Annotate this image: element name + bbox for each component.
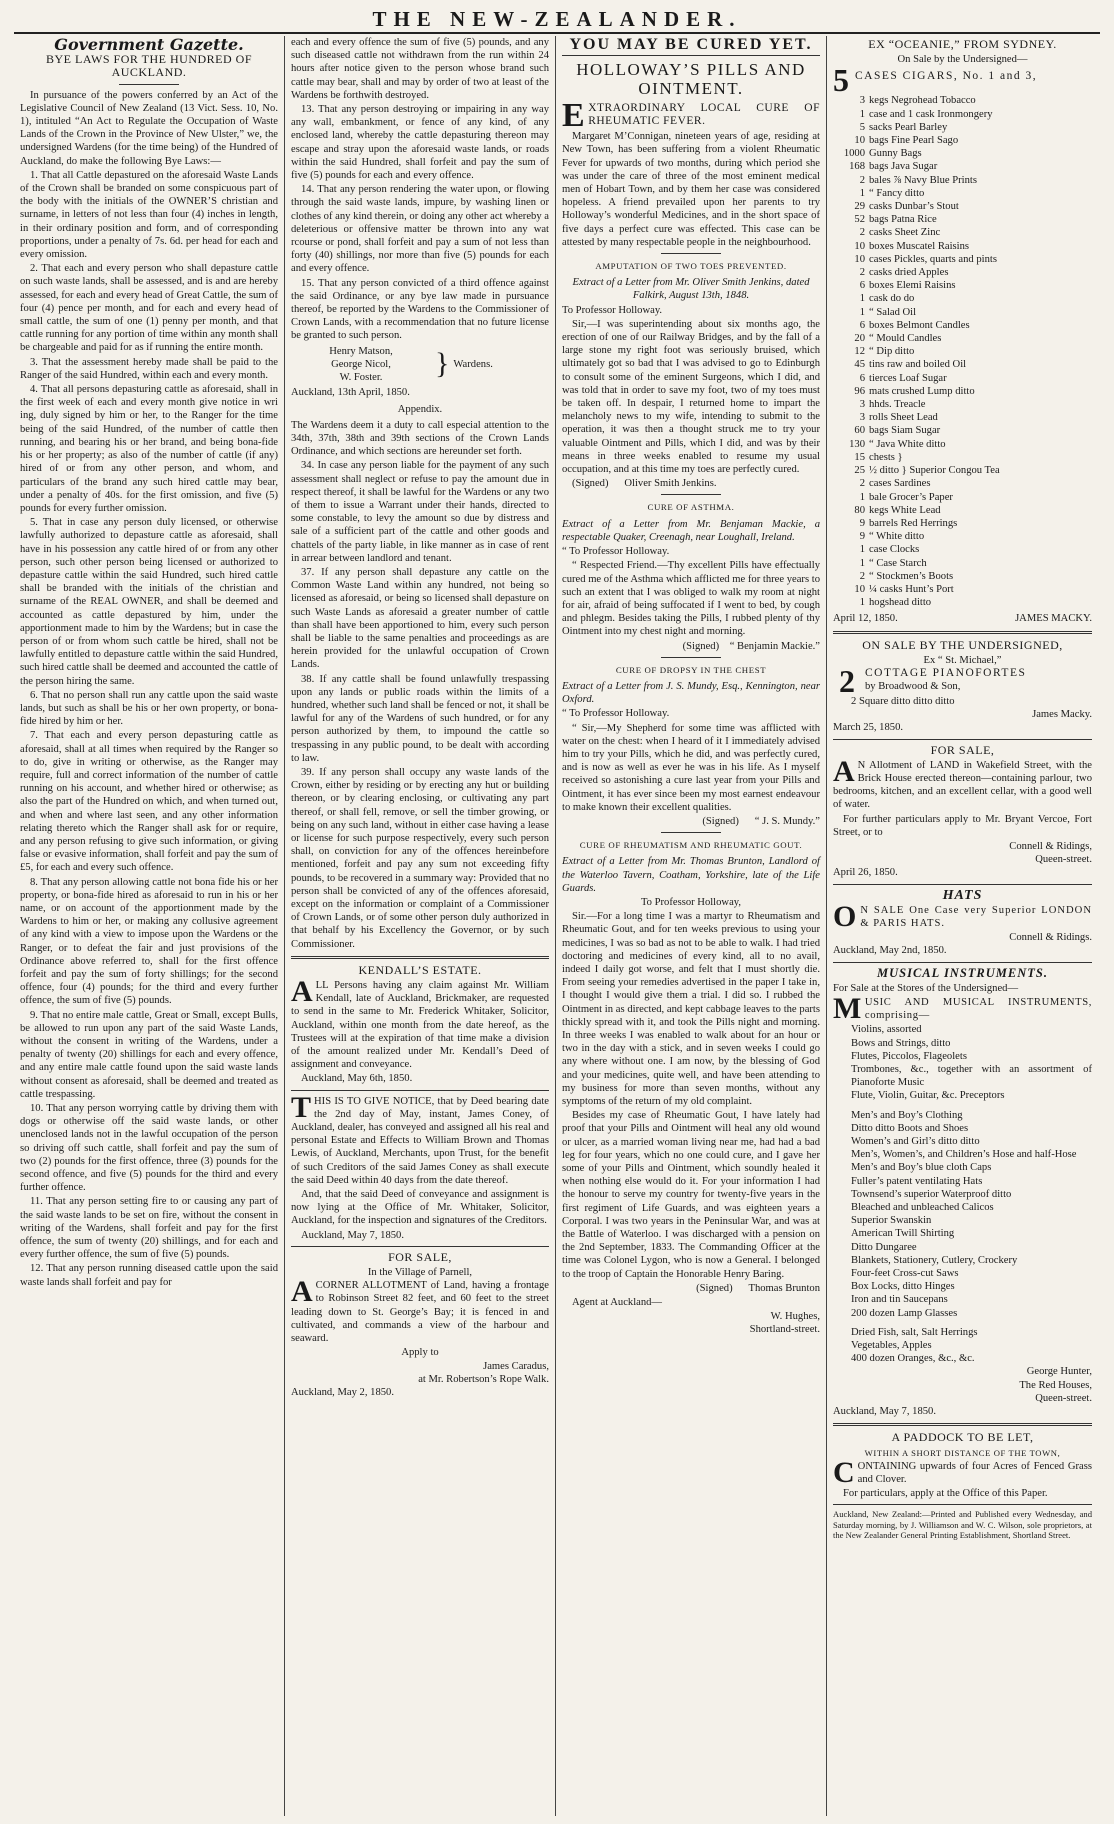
goods-desc: “ Dip ditto — [869, 346, 915, 358]
goods-qty: 2 — [859, 227, 865, 239]
goods-qty: 52 — [854, 214, 865, 226]
cigars-line: 5 CASES CIGARS, No. 1 and 3, — [833, 62, 1038, 99]
bye-laws-list-cont — [291, 103, 549, 343]
music-item: Box Locks, ditto Hinges — [851, 1281, 955, 1293]
goods-item — [833, 253, 1092, 266]
goods-qty: 2 — [859, 174, 865, 186]
goods-qty: 1 — [859, 491, 865, 503]
goods-desc: “ Mould Candles — [869, 333, 942, 345]
music-item: Dried Fish, salt, Salt Herrings — [851, 1326, 978, 1338]
imprint: Auckland, New Zealand:—Printed and Published every Wednesday, and Saturday morning, by J. Williamson and W. C. Wilson, sole proprietors, at the New Zealander General Printing Establishment, Shortland Street. — [833, 1509, 1092, 1541]
goods-desc: boxes Muscatel Raisins — [869, 240, 970, 252]
holloway-headline: YOU MAY BE CURED YET. — [569, 36, 813, 53]
music-item: 200 dozen Lamp Glasses — [851, 1307, 958, 1319]
big-numeral: 2 — [839, 662, 855, 699]
kendall-heading: KENDALL’S ESTATE. — [358, 962, 482, 977]
music-item: Iron and tin Saucepans — [851, 1294, 948, 1306]
drop-cap: M — [833, 992, 862, 1025]
signature: (Signed) “ J. S. Mundy.” — [702, 815, 820, 827]
column-4 — [827, 36, 1098, 1816]
bye-law: 4. That all persons depasturing cattle as aforesaid, shall in the first week of each and every month give notice in wri ing, duly signed by him or her, to the Ranger for the time being of the said Hundred, of the number of cattle then running, and bearing his or her brand, and being bona-fide his or her property; as also of the number of cattle (if any) hired of or from any other person, and whom, and particulars of the brand any such hired cattle may bear, under a penalty of 40s. for the first omission, and five (5) pounds for every further omission. — [20, 384, 278, 514]
goods-item — [833, 200, 1092, 213]
land-notice-2: For further particulars apply to Mr. Bryant Vercoe, Fort Street, or to — [833, 813, 1092, 838]
goods-desc: casks Dunbar’s Stout — [869, 201, 959, 213]
rheumatism-letter-2: Besides my case of Rheumatic Gout, I have lately had proof that your Pills and Ointment will heal any old wound or ulcer, as a married woman living near me, had had a bad leg for four years, which no one could cure, and I gave her some of your Pills and Ointment, which soundly healed it when nothing else would do it. For your information I had the honour to serve my country for twenty-five years in the first regiment of Life Guards, and was eighteen years a Corporal. I was two years in the Peninsular War, and was at the Battle of Waterloo. I was discharged with a pension on the 2nd September, 1833. The Commanding Officer at the time was Colonel Lygon, who is now a General. I belonged to the troop of Captain the Honorable Henry Baring. — [562, 1110, 820, 1280]
goods-item — [833, 174, 1092, 187]
bye-law: 14. That any person rendering the water upon, or flowing through the said waste lands, impure, by washing linen or clothes of any kind therein, or doing any other act whereby a deleterious or offensive matter be thrown into any wat rcourse or pond, shall forfeit and pay a sum of not less than forty (40) shillings, nor more than five (5) pounds for each and every offence. — [291, 184, 549, 275]
goods-item — [833, 160, 1092, 173]
macky-footer — [833, 612, 1092, 625]
bye-law: 6. That no person shall run any cattle upon the said waste lands, but such as shall be his or her own property, or bona-fide hired by him or her. — [20, 689, 278, 728]
divider — [833, 1504, 1092, 1505]
lead-heading: EXTRAORDINARY LOCAL CURE OF RHEUMATIC FEVER. — [562, 97, 820, 135]
paddock-notice: CONTAINING upwards of four Acres of Fenced Grass and Clover. — [833, 1455, 1092, 1489]
paddock-sub: WITHIN A SHORT DISTANCE OF THE TOWN, — [864, 1447, 1061, 1458]
big-numeral: 5 — [833, 62, 849, 99]
goods-desc: boxes Belmont Candles — [869, 319, 970, 331]
signature-address: Queen-street. — [1035, 854, 1092, 866]
paddock-notice-2: For particulars, apply at the Office of this Paper. — [843, 1488, 1048, 1500]
masthead: THE NEW-ZEALANDER. — [14, 6, 1100, 34]
bye-law: 15. That any person convicted of a third offence against the said Ordinance, or any bye law made in pursuance thereof, be reported by the Wardens to the Commissioner of Crown Lands, with a recommendation that no future license be granted to such person. — [291, 277, 549, 342]
date-line: Auckland, May 6th, 1850. — [301, 1073, 413, 1085]
music-item: Ditto Dungaree — [851, 1241, 917, 1253]
goods-item — [833, 358, 1092, 371]
goods-item — [833, 226, 1092, 239]
goods-item — [833, 279, 1092, 292]
goods-desc: kegs White Lead — [869, 504, 941, 516]
addressee: “ To Professor Holloway. — [562, 546, 670, 558]
music-heading: MUSICAL INSTRUMENTS. — [877, 965, 1048, 980]
goods-qty: 25 — [854, 465, 865, 477]
goods-desc: hogshead ditto — [869, 597, 932, 609]
date-line: March 25, 1850. — [833, 722, 904, 734]
goods-qty: 1 — [859, 293, 865, 305]
music-item: Bleached and unbleached Calicos — [851, 1202, 994, 1214]
goods-desc: sacks Pearl Barley — [869, 121, 948, 133]
goods-desc: casks dried Apples — [869, 267, 949, 279]
goods-qty: 130 — [849, 438, 865, 450]
signature-address: Queen-street. — [1035, 1392, 1092, 1404]
divider — [291, 956, 549, 959]
piano-heading: ON SALE BY THE UNDERSIGNED, — [862, 637, 1063, 652]
divider — [833, 1423, 1092, 1426]
goods-desc: rolls Sheet Lead — [869, 412, 938, 424]
divider — [661, 494, 721, 495]
goods-item — [833, 108, 1092, 121]
bye-law: 2. That each and every person who shall depasture cattle on such waste lands, shall be assessed, and is and are hereby assessed, for each and every head of Great Cattle, the sum of four (4) pence per month, and for each and every head of small cattle, the sum of one (1) penny per month, and that cattle running for any portion of time within any month shall be chargeable and paid for as if running the entire month. — [20, 263, 278, 354]
music-intro: For Sale at the Stores of the Undersigned— — [833, 982, 1019, 994]
date-line: Auckland, May 7, 1850. — [301, 1229, 404, 1241]
music-item: Trombones, &c., together with an assortment of Pianoforte Music — [851, 1064, 1092, 1089]
goods-list — [833, 94, 1092, 609]
goods-qty: 10 — [854, 253, 865, 265]
goods-item — [833, 557, 1092, 570]
music-item: Violins, assorted — [851, 1024, 922, 1036]
goods-item — [833, 424, 1092, 437]
goods-item — [833, 332, 1092, 345]
asthma-heading: CURE OF ASTHMA. — [647, 502, 735, 513]
goods-item — [833, 583, 1092, 596]
goods-desc: chests } — [869, 451, 903, 463]
goods-desc: tierces Loaf Sugar — [869, 372, 947, 384]
date-line: April 26, 1850. — [833, 867, 898, 879]
divider — [291, 1246, 549, 1247]
signature: James Macky. — [1032, 709, 1092, 721]
music-item: Flute, Violin, Guitar, &c. Preceptors — [851, 1090, 1005, 1102]
rheumatism-letter: Sir.—For a long time I was a martyr to Rheumatism and Rheumatic Gout, and for ten weeks previous to using your medicines, I was so bad as not to be able to walk. I had tried doctoring and medicines of every kind, all to no avail, indeed I daily got worse, and felt that I must shortly die. From seeing your remedies advertised in the paper I take in, I thought I would give them a trial. I did so. I rubbed the Ointment in as directed, and kept cabbage leaves to the parts thickly spread with it, and took the Pills night and morning. In three weeks I was enabled to walk about for an hour or two in the day with a stick, and in seven weeks I could go any where without one. I am now, by the blessing of God and your medicines, quite well, and have been attending to my business for more than seven months, without any symptoms of the return of my old complaint. — [562, 911, 820, 1108]
goods-desc: “ Fancy ditto — [869, 187, 925, 199]
asthma-extract: Extract of a Letter from Mr. Benjaman Mackie, a respectable Quaker, Creenagh, near Loughall, Ireland. — [562, 518, 820, 543]
goods-item — [833, 530, 1092, 543]
warden-name: W. Foster. — [339, 372, 383, 384]
drop-cap: A — [833, 754, 855, 788]
bye-laws-list — [20, 169, 278, 1289]
goods-item — [833, 504, 1092, 517]
goods-desc: bale Grocer’s Paper — [869, 491, 953, 503]
goods-qty: 6 — [859, 319, 865, 331]
goods-qty: 3 — [859, 399, 865, 411]
goods-qty: 1000 — [843, 148, 865, 160]
divider — [833, 962, 1092, 963]
oceanie-heading: EX “OCEANIE,” FROM SYDNEY. — [868, 37, 1057, 51]
goods-desc: bags Fine Pearl Sago — [869, 135, 959, 147]
goods-qty: 15 — [854, 451, 865, 463]
goods-item — [833, 517, 1092, 530]
goods-desc: case and 1 cask Ironmongery — [869, 108, 993, 120]
goods-qty: 9 — [859, 531, 865, 543]
piano-ex: Ex “ St. Michael,” — [923, 654, 1002, 666]
goods-desc: cases Sardines — [869, 478, 931, 490]
goods-item — [833, 266, 1092, 279]
bye-law: 1. That all Cattle depastured on the aforesaid Waste Lands of the Crown shall be branded on some conspicuous part of the body with the initials of the OWNER’S christian and surname, in letters of not less than four (4) inches in length, in their ordinary position and form, and of corresponding proportions, under a penalty of 7s. 6d. per head for each and every omission. — [20, 169, 278, 261]
music-item: Flutes, Piccolos, Flageolets — [851, 1050, 967, 1062]
bye-law: 11. That any person setting fire to or causing any part of the said waste lands to be set on fire, without the consent in writing of the Wardens, shall forfeit and pay for the first offence, the sum of twenty (20) shillings, and for each and every further offence, the sum of five (5) pounds. — [20, 1196, 278, 1261]
goods-desc: kegs Negrohead Tobacco — [869, 95, 976, 107]
goods-item — [833, 464, 1092, 477]
music-item: Ditto ditto Boots and Shoes — [851, 1122, 969, 1134]
column-2 — [285, 36, 556, 1816]
music-item: Women’s and Girl’s ditto ditto — [851, 1136, 980, 1148]
goods-desc: bales ⅞ Navy Blue Prints — [869, 174, 977, 186]
goods-desc: barrels Red Herrings — [869, 517, 958, 529]
goods-desc: casks Sheet Zinc — [869, 227, 941, 239]
agent-address: Shortland-street. — [749, 1324, 820, 1336]
date-line: Auckland, May 2nd, 1850. — [833, 945, 947, 957]
asthma-letter: “ Respected Friend.—Thy excellent Pills have effectually cured me of the Asthma which afflicted me for three years to such an extent that I was obliged to walk my room at night for air, afraid of being suffocated if I went to bed, by cough and phlegm. Besides taking the Pills, I rubbed plenty of thy Ointment into my chest night and morning. — [562, 560, 820, 638]
case-rheumatic-fever: Margaret M’Connigan, nineteen years of age, residing at New Town, has been suffering from a violent Rheumatic Fever for upwards of two months, during which period she was under the care of three of the most eminent medical men of Hobart Town, and by them her case was considered hopeless. A friend prevailed upon her parents to try Holloway’s wonderful Medicines, and in the short space of five days a perfect cure was effected. This case can be attested by many respectable people in the neighbourhood. — [562, 131, 820, 248]
wardens-signature — [291, 345, 549, 385]
signature: JAMES MACKY. — [1015, 613, 1092, 625]
drop-cap: E — [562, 97, 586, 135]
drop-cap: A — [291, 1275, 313, 1309]
amputation-letter: Sir,—I was superintending about six months ago, the erection of one of our Railway Bridges, and by the fall of a large stone my right foot was seriously bruised, which ultimately got so bad that I was advised to go to Edinburgh to consult some of the eminent Surgeons, which I did, and was told that in order to save my foot, two of my toes must be taken off. In despair, I returned home to impart the melancholy news to my wife, intending to submit to the operation, it was then a thought struck me to try your valuable Ointment and Pills, which I did, and was by their means in three weeks enabled to resume my usual occupation, and at this time my toes are perfectly cured. — [562, 318, 820, 476]
ordinance-section: 37. If any person shall depasture any cattle on the Common Waste Land within any hundred, not being so licensed as aforesaid, or being so licensed shall depasture on such Waste Lands as aforesaid a greater number of cattle than shall have been apportioned to him, every such person shall be liable to the same penalties and proceedings as are herein provided for the unlawful occupation of Crown Lands. — [291, 566, 549, 671]
goods-item — [833, 187, 1092, 200]
signature-line: The Red Houses, — [1019, 1379, 1092, 1391]
music-item: Four-feet Cross-cut Saws — [851, 1268, 959, 1280]
music-item: Bows and Strings, ditto — [851, 1037, 951, 1049]
goods-item — [833, 398, 1092, 411]
goods-desc: hhds. Treacle — [869, 399, 926, 411]
ordinance-section: 38. If any cattle shall be found unlawfully trespassing upon any lands or public roads within the limits of a hundred, whether such land shall be fenced or not, it shall be lawful for any of the Wardens of such hundred, or for any person authorized by them, to impound the cattle so trespassing in any public pound, to be dealt with according to law. — [291, 673, 549, 764]
addressee: “ To Professor Holloway. — [562, 708, 670, 720]
for-sale-sub: In the Village of Parnell, — [367, 1267, 473, 1279]
goods-desc: cask do do — [869, 293, 915, 305]
for-sale-body: ACORNER ALLOTMENT of Land, having a frontage to Robinson Street 82 feet, and 60 feet to the street leading down to St. George’s Bay; it is fenced in and cultivated, and commands a view of the harbour and seaward. — [291, 1275, 549, 1345]
columns — [14, 36, 1100, 1816]
divider — [562, 55, 820, 56]
divider — [661, 832, 721, 833]
for-sale-heading: FOR SALE, — [388, 1249, 452, 1264]
goods-qty: 6 — [859, 280, 865, 292]
goods-item — [833, 94, 1092, 107]
goods-item — [833, 451, 1092, 464]
land-notice: A N Allotment of LAND in Wakefield Street, with the Brick House erected thereon—containing parlour, two bedrooms, kitchen, and an excellent cellar, with a good well of water. — [833, 754, 1092, 811]
signature: (Signed) Thomas Brunton — [696, 1282, 820, 1294]
goods-qty: 20 — [854, 333, 865, 345]
goods-desc: Gunny Bags — [869, 148, 922, 160]
divider — [661, 253, 721, 254]
divider — [661, 657, 721, 658]
music-item: Vegetables, Apples — [851, 1340, 932, 1352]
goods-qty: 9 — [859, 517, 865, 529]
goods-qty: 1 — [859, 597, 865, 609]
music-item: Men’s and Boy’s Clothing — [851, 1109, 963, 1121]
signature: Connell & Ridings, — [1009, 840, 1092, 852]
gazette-heading: Government Gazette. — [54, 36, 244, 54]
divider — [833, 739, 1092, 740]
appendix-heading: Appendix. — [397, 404, 443, 416]
music-items — [833, 1023, 1092, 1365]
hats-notice: O N SALE One Case very Superior LONDON & PARIS HATS. — [833, 899, 1092, 933]
drop-cap: C — [833, 1455, 855, 1489]
goods-qty: 1 — [859, 187, 865, 199]
music-item: Blankets, Stationery, Cutlery, Crockery — [851, 1254, 1018, 1266]
date-line: April 12, 1850. — [833, 613, 898, 625]
bye-law-continued: each and every offence the sum of five (5) pounds, and any such diseased cattle not withdrawn from the run within 24 hours after notice given to the person whose brand such cattle may bear, shall and may by order of two at least of the Wardens be forthwith destroyed. — [291, 37, 549, 101]
goods-item — [833, 385, 1092, 398]
goods-item — [833, 306, 1092, 319]
goods-item — [833, 596, 1092, 609]
land-heading: FOR SALE, — [930, 742, 995, 757]
goods-qty: 3 — [859, 412, 865, 424]
drop-cap: T — [291, 1090, 312, 1124]
goods-item — [833, 345, 1092, 358]
goods-item — [833, 319, 1092, 332]
piano-square: 2 Square ditto ditto ditto — [851, 695, 955, 707]
amputation-heading: AMPUTATION OF TWO TOES PREVENTED. — [595, 261, 787, 272]
drop-cap: O — [833, 899, 858, 933]
goods-desc: “ Java White ditto — [869, 438, 946, 450]
goods-qty: 45 — [854, 359, 865, 371]
goods-desc: case Clocks — [869, 544, 920, 556]
bye-law: 13. That any person destroying or impairing in any way any wall, embankment, or fence of any kind, of any enclosed land, whereby the cattle depasturing thereon may escape and stray upon the aforesaid waste lands, or roads within the said Hundred, shall forfeit and pay the sum of five (5) pounds for each and every offence. — [291, 104, 549, 182]
bye-law: 12. That any person running diseased cattle upon the said waste lands shall forfeit and pay for — [20, 1263, 278, 1288]
column-3 — [556, 36, 827, 1816]
music-item: Superior Swanskin — [851, 1215, 932, 1227]
goods-qty: 29 — [854, 201, 865, 213]
music-item: Fuller’s patent ventilating Hats — [851, 1175, 983, 1187]
divider — [833, 884, 1092, 885]
ordinance-section: 39. If any person shall occupy any waste lands of the Crown, either by residing or by erecting any hut or building thereon, or by clearing enclosing, or cultivating any part thereof, or shall fell, remove, or sell the timber growing, or being on any such land, without in either case having a lease or license for such purpose respectively, every such person shall, on conviction for any of the offences hereinbefore mentioned, forfeit and pay any sum not exceeding fifty pounds, to be recovered in a summary way: Provided that no person shall be convicted of any of the offences aforesaid, except on the information or complaint of a Commissioner of Crown Lands, or of some other person duly authorized in that behalf by his Excellency the Governor, or by such Commissioner. — [291, 766, 549, 950]
signature: George Hunter, — [1026, 1366, 1092, 1378]
goods-item — [833, 147, 1092, 160]
goods-qty: 3 — [859, 95, 865, 107]
signature: (Signed) “ Benjamin Mackie.” — [682, 640, 820, 652]
goods-desc: “ Salad Oil — [869, 306, 917, 318]
agent-line: Agent at Auckland— — [572, 1297, 663, 1309]
goods-item — [833, 477, 1092, 490]
goods-qty: 1 — [859, 108, 865, 120]
appendix-intro: The Wardens deem it a duty to call especial attention to the 34th, 37th, 38th and 39th sections of the Crown Lands Ordinance, and which sections are hereunder set forth. — [291, 419, 549, 458]
coney-notice: THIS IS TO GIVE NOTICE, that by Deed bearing date the 2nd day of May, instant, James Coney, of Auckland, dealer, has conveyed and assigned all his real and personal Estate and Effects to William Brown and Thomas Lewis, of Auckland, Merchants, upon Trust, for the benefit of such Creditors of the said James Coney as shall execute the said Deed within 40 days from the date thereof. — [291, 1090, 549, 1186]
wardens-label: Wardens. — [453, 358, 493, 370]
goods-qty: 12 — [854, 346, 865, 358]
goods-desc: bags Java Sugar — [869, 161, 938, 173]
divider — [291, 1090, 549, 1091]
dropsy-heading: CURE OF DROPSY IN THE CHEST — [615, 664, 767, 675]
music-item: 400 dozen Oranges, &c., &c. — [851, 1353, 975, 1365]
goods-desc: ½ ditto } Superior Congou Tea — [869, 465, 1000, 477]
on-sale-line: On Sale by the Undersigned— — [897, 54, 1028, 66]
apply-address: at Mr. Robertson’s Rope Walk. — [418, 1373, 549, 1385]
bye-law: 9. That no entire male cattle, Great or Small, except Bulls, be allowed to run upon any part of the said Waste Lands, without the consent in writing of the Wardens, under a penalty of twenty (20) shillings for each and every offence, and any entire male cattle found upon the said waste lands without consent as aforesaid, shall be deemed and treated as cattle trespassing. — [20, 1009, 278, 1100]
goods-item — [833, 570, 1092, 583]
goods-item — [833, 240, 1092, 253]
goods-item — [833, 543, 1092, 556]
bye-law: 3. That the assessment hereby made shall be paid to the Ranger of the said Hundred, within each and every month. — [20, 356, 278, 381]
warden-name: George Nicol, — [331, 358, 391, 370]
goods-item — [833, 372, 1092, 385]
music-item: American Twill Shirting — [851, 1228, 955, 1240]
bye-law: 8. That any person allowing cattle not bona fide his or her property, or bona-fide hired as aforesaid to run in his or her name, or on account of the apportionment made by the Wardens to him or her, or making any collusive agreement of any kind with a view to impose upon the Wardens or the Ranger, or to defeat the fair and just provisions of the Ordinance above referred to, shall for the first offence forfeit and pay the sum of forty shillings; for the second offence, four (4) pounds; for the third and every further offence, the sum of five (5) pounds. — [20, 876, 278, 1007]
goods-desc: tins raw and boiled Oil — [869, 359, 967, 371]
music-lead: MUSIC AND MUSICAL INSTRUMENTS, comprising— — [833, 992, 1092, 1025]
divider — [119, 84, 179, 85]
goods-item — [833, 134, 1092, 147]
goods-desc: cases Pickles, quarts and pints — [869, 253, 997, 265]
goods-item — [833, 411, 1092, 424]
goods-desc: boxes Elemi Raisins — [869, 280, 956, 292]
goods-desc: bags Siam Sugar — [869, 425, 941, 437]
goods-desc: “ White ditto — [869, 531, 925, 543]
music-item: Men’s and Boy’s blue cloth Caps — [851, 1162, 992, 1174]
rheumatism-heading: CURE OF RHEUMATISM AND RHEUMATIC GOUT. — [579, 840, 803, 851]
goods-qty: 2 — [859, 267, 865, 279]
ordinance-section: 34. In case any person liable for the payment of any such assessment shall neglect or refuse to pay the amount due in respect thereof, it shall be lawful for the Wardens or any two of them to issue a Warrant under their hands, directed to some constable, to levy the amount so due by distress and sale of a sufficient part of the cattle and other goods and chattels of the party liable, in like manner as in case of rent in arrear between landlord and tenant. — [291, 460, 549, 564]
goods-qty: 10 — [854, 240, 865, 252]
goods-qty: 2 — [859, 478, 865, 490]
piano-line: 2 COTTAGE PIANOFORTES by Broadwood & Son, — [839, 662, 1027, 699]
divider — [833, 631, 1092, 634]
date-line: Auckland, May 7, 1850. — [833, 1406, 936, 1418]
bye-laws-intro: In pursuance of the powers conferred by an Act of the Legislative Council of New Zealand (13 Vict. Sess. 10, No. 1), intituled “An Act to Regulate the Occupation of Waste Lands of the Crown in the Province of New Ulster,” we, the undersigned Wardens (for the time being) of the Hundred of Auckland, do make the following Bye Laws:— — [20, 89, 278, 167]
music-item: Townsend’s superior Waterproof ditto — [851, 1188, 1012, 1200]
goods-desc: bags Patna Rice — [869, 214, 937, 226]
dropsy-extract: Extract of a Letter from J. S. Mundy, Esq., Kennington, near Oxford. — [562, 680, 820, 706]
warden-name: Henry Matson, — [329, 345, 393, 357]
agent-name: W. Hughes, — [770, 1311, 820, 1323]
ordinance-sections — [291, 459, 549, 951]
goods-desc: “ Case Starch — [869, 557, 927, 569]
goods-qty: 1 — [859, 557, 865, 569]
goods-qty: 1 — [859, 544, 865, 556]
column-1 — [14, 36, 285, 1816]
addressee: To Professor Holloway, — [640, 896, 742, 908]
brace: } — [435, 347, 450, 381]
holloway-title: HOLLOWAY’S PILLS AND OINTMENT. — [576, 60, 806, 99]
bye-law: 5. That in case any person duly licensed, or otherwise lawfully authorized to depasture cattle as aforesaid, shall have in his possession any cattle hired of or from any other person, such other person being licensed or authorized to depasture cattle within the said Hundred, such hired cattle shall be branded with the initials of the christian and surname of the REAL OWNER, and shall be deemed and accounted as cattle depastured by him, under the apportionment made to him by the Wardens; but in case the person of or from whom such cattle be hired, shall not be lawfully entitled to depasture cattle within the said Hundred, such hired cattle shall be deemed and accounted the cattle of the person hiring the same. — [20, 517, 278, 687]
apply-to: Apply to — [401, 1347, 439, 1359]
goods-item — [833, 491, 1092, 504]
goods-qty: 168 — [849, 161, 865, 173]
goods-item — [833, 292, 1092, 305]
goods-qty: 2 — [859, 570, 865, 582]
goods-qty: 96 — [854, 385, 865, 397]
coney-notice-2: And, that the said Deed of conveyance and assignment is now lying at the Office of Mr. Whitaker, Solicitor, Auckland, for the inspection and signatures of the Creditors. — [291, 1189, 549, 1227]
goods-qty: 10 — [854, 135, 865, 147]
goods-item — [833, 438, 1092, 451]
date-line: Auckland, May 2, 1850. — [291, 1386, 394, 1398]
goods-qty: 80 — [854, 504, 865, 516]
hats-heading: HATS — [942, 887, 983, 903]
rheumatism-extract: Extract of a Letter from Mr. Thomas Brunton, Landlord of the Waterloo Tavern, Coatham, Yorkshire, late of the Life Guards. — [562, 856, 820, 894]
bye-law: 10. That any person worrying cattle by driving them with dogs or otherwise off the said waste lands, or other unenclosed lands not in the lawful occupation of the person so driving off such cattle, shall forfeit and pay the sum of two (2) pounds for the first offence, three (3) pounds for the second offence, and five (5) pounds for the third and every further offence. — [20, 1103, 278, 1194]
goods-qty: 1 — [859, 306, 865, 318]
goods-qty: 6 — [859, 372, 865, 384]
bye-law: 7. That each and every person depasturing cattle as aforesaid, shall at all times when required by the Ranger so to do, give in writing or otherwise, as the Ranger may require, full and correct information of the number of cattle running on his account, and whether hired or otherwise; as also the part of the Hundred on which, and when turned out, and when and where last seen, and any other information relating thereto which the Ranger shall ask for or require, and any person refusing to give such information, or giving false or evasive information, shall forfeit and pay the sum of £5, for each and every such offence. — [20, 730, 278, 874]
goods-qty: 60 — [854, 425, 865, 437]
music-item: Men’s, Women’s, and Children’s Hose and half-Hose — [851, 1149, 1077, 1161]
signature: (Signed) Oliver Smith Jenkins. — [572, 478, 717, 490]
goods-qty: 10 — [854, 583, 865, 595]
goods-desc: “ Stockmen’s Boots — [869, 570, 954, 582]
paddock-heading: A PADDOCK TO BE LET, — [891, 1430, 1034, 1445]
date-line: Auckland, 13th April, 1850. — [291, 387, 410, 399]
bye-laws-heading: BYE LAWS FOR THE HUNDRED OF AUCKLAND. — [46, 52, 252, 80]
addressee: To Professor Holloway. — [562, 304, 663, 316]
goods-desc: mats crushed Lump ditto — [869, 385, 975, 397]
signature: Connell & Ridings. — [1009, 932, 1092, 944]
amputation-extract: Extract of a Letter from Mr. Oliver Smith Jenkins, dated Falkirk, August 13th, 1848. — [572, 277, 810, 302]
drop-cap: A — [291, 975, 313, 1009]
goods-desc: ¼ casks Hunt’s Port — [869, 583, 954, 595]
goods-item — [833, 121, 1092, 134]
kendall-notice: ALL Persons having any claim against Mr. William Kendall, late of Auckland, Brickmaker, are requested to send in the same to Mr. Frederick Whitaker, Solicitor, Auckland, within one month from the date hereof, as the Trustees will at the expiration of that time make a division of the amount realized under Mr. Kendall’s Deed of assignment and conveyance. — [291, 975, 549, 1071]
goods-item — [833, 213, 1092, 226]
goods-qty: 5 — [859, 121, 865, 133]
dropsy-letter: “ Sir,—My Shepherd for some time was afflicted with water on the chest: when I heard of it I immediately advised him to try your Pills, which he did, and was perfectly cured, and is now as well as ever he was in his life. As I myself received so astonishing a cure last year from your Pills and Ointment, it has ever since been my most earnest endeavour to make known their excellent qualities. — [562, 722, 820, 813]
apply-name: James Caradus, — [483, 1360, 549, 1372]
